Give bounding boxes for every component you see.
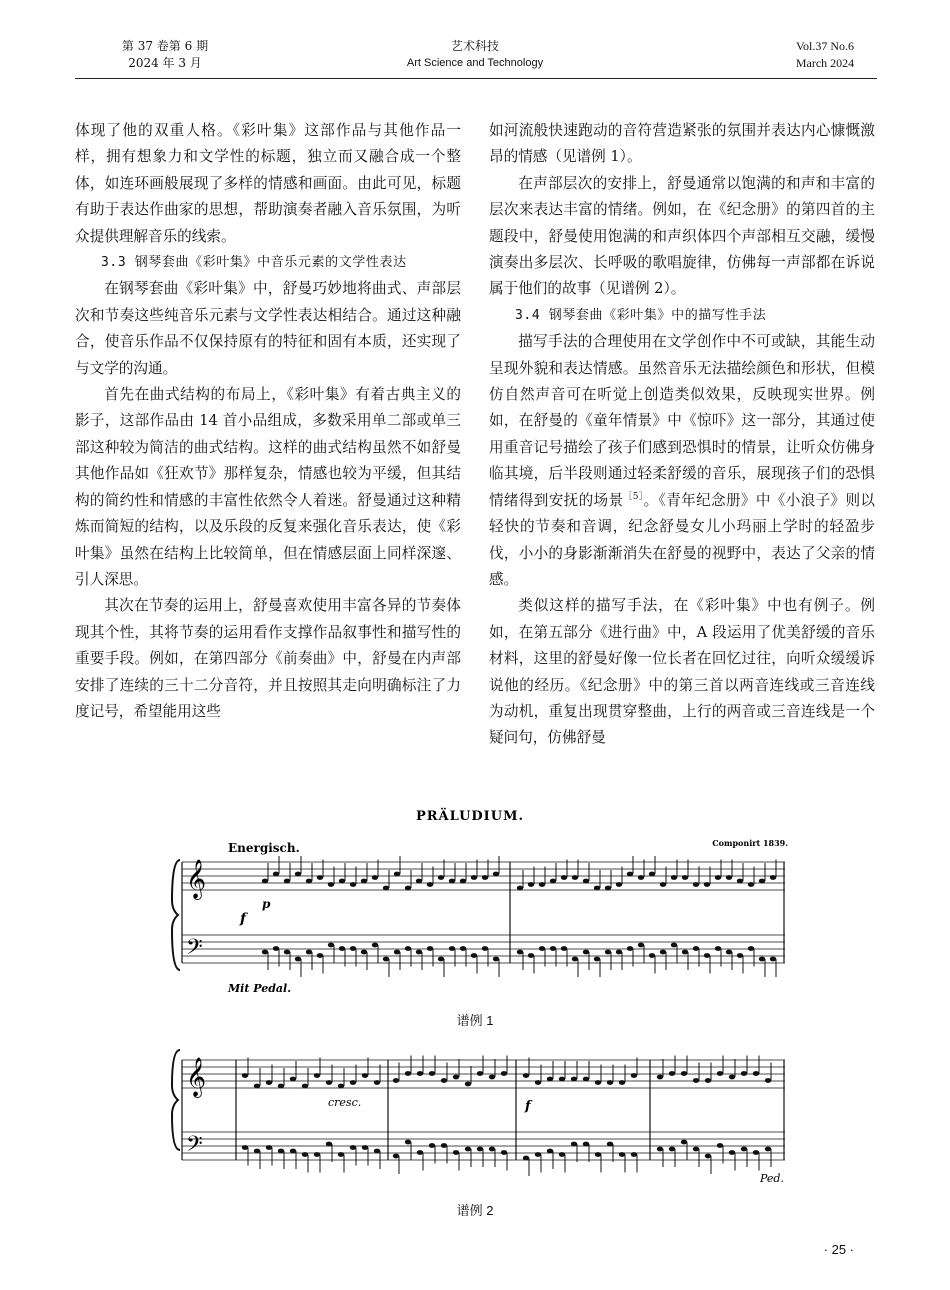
note-head xyxy=(295,872,301,877)
note-head xyxy=(339,946,345,951)
journal-issue-en xyxy=(770,38,880,72)
note-head xyxy=(693,882,699,887)
note-head xyxy=(306,950,312,955)
note-head xyxy=(326,1080,332,1085)
page-number: · 25 · xyxy=(823,1242,854,1257)
note-head xyxy=(638,875,644,880)
note-head xyxy=(559,1152,565,1157)
note-head xyxy=(266,1080,272,1085)
note-head xyxy=(328,943,334,948)
pedal-marking: Mit Pedal. xyxy=(228,982,292,995)
note-head xyxy=(501,1150,507,1155)
note-head xyxy=(759,879,765,884)
note-head xyxy=(405,946,411,951)
paragraph: 首先在曲式结构的布局上，《彩叶集》有着古典主义的影子，这部作品由 14 首小品组成，多数采用单二部或单三部这种较为简洁的曲式结构。这样的曲式结构虽然不如舒曼其他作品如《狂欢节》那样复杂，情感也较为平缓，但其结构的简约性和情感的丰富性依然令人着迷。舒曼通过这种精炼而简短的结构，以及乐段的反复来强化音乐表达，使《彩叶集》虽然在结构上比较简单，但在情感层面上同样深邃、引人深思。 xyxy=(75,386,461,588)
note-head xyxy=(547,1149,553,1154)
note-head xyxy=(429,1143,435,1148)
note-head xyxy=(372,943,378,948)
note-head xyxy=(453,1075,459,1080)
note-head xyxy=(266,1145,272,1150)
note-head xyxy=(405,1071,411,1076)
treble-clef-icon: 𝄞 xyxy=(186,859,207,899)
cresc-marking: cresc. xyxy=(328,1096,362,1109)
note-head xyxy=(393,1078,399,1083)
note-head xyxy=(539,946,545,951)
note-head xyxy=(561,946,567,951)
note-head xyxy=(429,1071,435,1076)
note-head xyxy=(438,957,444,962)
note-head xyxy=(649,872,655,877)
note-head xyxy=(441,1078,447,1083)
score-title: PRÄLUDIUM. xyxy=(415,809,525,824)
note-head xyxy=(394,872,400,877)
note-head xyxy=(631,1152,637,1157)
note-head xyxy=(427,882,433,887)
note-head xyxy=(361,950,367,955)
note-head xyxy=(273,946,279,951)
note-head xyxy=(350,1080,356,1085)
section-heading-3-3: 3.3 钢琴套曲《彩叶集》中音乐元素的文学性表达 xyxy=(101,255,407,271)
note-head xyxy=(523,1156,529,1161)
note-head xyxy=(693,1147,699,1152)
note-head xyxy=(374,1149,380,1154)
note-head xyxy=(350,882,356,887)
tempo-marking: Energisch. xyxy=(228,841,300,855)
note-head xyxy=(619,1080,625,1085)
note-head xyxy=(528,882,534,887)
issue-date: 2024 年 3 月 xyxy=(128,56,202,70)
note-head xyxy=(704,882,710,887)
bass-clef-icon: 𝄢 xyxy=(186,1132,203,1162)
paragraph: 体现了他的双重人格。《彩叶集》这部作品与其他作品一样，拥有想象力和文学性的标题，独立而又融合成一个整体，如连环画般展现了多样的情感和画面。由此可见，标题有助于表达作曲家的思想，帮助演奏者融入音乐氛围，为听众提供理解音乐的线索。 xyxy=(75,122,461,245)
note-head xyxy=(748,882,754,887)
note-head xyxy=(705,1154,711,1159)
note-head xyxy=(748,946,754,951)
note-head xyxy=(477,1071,483,1076)
note-head xyxy=(572,957,578,962)
note-head xyxy=(594,957,600,962)
note-head xyxy=(477,1147,483,1152)
note-head xyxy=(607,1080,613,1085)
note-head xyxy=(449,946,455,951)
note-head xyxy=(284,879,290,884)
note-head xyxy=(242,1073,248,1078)
note-head xyxy=(729,1150,735,1155)
note-head xyxy=(638,943,644,948)
note-head xyxy=(539,882,545,887)
note-head xyxy=(594,886,600,891)
note-head xyxy=(671,875,677,880)
note-head xyxy=(595,1080,601,1085)
note-head xyxy=(657,1075,663,1080)
paragraph: 类似这样的描写手法，在《彩叶集》中也有例子。例如，在第五部分《进行曲》中，A 段运用了优美舒缓的音乐材料，这里的舒曼好像一位长者在回忆过往，向听众缓缓诉说他的经历。《纪念册》中的第三首以两音连线或三音连线为动机，重复出现贯穿整曲，上行的两音或三音连线是一个疑问句，仿佛舒曼 xyxy=(489,597,875,747)
note-head xyxy=(717,1143,723,1148)
note-head xyxy=(631,1073,637,1078)
note-head xyxy=(326,1142,332,1147)
note-head xyxy=(550,879,556,884)
note-head xyxy=(616,950,622,955)
note-head xyxy=(328,882,334,887)
paragraph xyxy=(489,329,875,593)
note-head xyxy=(302,1084,308,1089)
issue-volume-en: Vol.37 No.6 xyxy=(795,39,855,53)
note-head xyxy=(741,1147,747,1152)
issue-date-en: March 2024 xyxy=(795,56,855,70)
note-head xyxy=(572,875,578,880)
note-head xyxy=(571,1142,577,1147)
note-head xyxy=(649,953,655,958)
caption-example-1: 谱例 1 xyxy=(456,1013,494,1028)
note-head xyxy=(383,957,389,962)
note-head xyxy=(715,875,721,880)
system-brace xyxy=(172,1050,180,1150)
note-head xyxy=(535,1152,541,1157)
paragraph: 在声部层次的安排上，舒曼通常以饱满的和声和丰富的层次来表达丰富的情绪。例如，在《纪念册》的第四首的主题段中，舒曼使用饱满的和声织体四个声部相互交融，缓慢演奏出多层次、长呼吸的歌唱旋律，仿佛每一声部都在诉说属于他们的故事（见谱例 2）。 xyxy=(489,174,875,298)
note-head xyxy=(453,1150,459,1155)
note-head xyxy=(517,950,523,955)
note-head xyxy=(489,1147,495,1152)
note-head xyxy=(362,1145,368,1150)
note-head xyxy=(383,886,389,891)
note-head xyxy=(715,946,721,951)
note-head xyxy=(317,875,323,880)
header-rule xyxy=(75,78,877,79)
note-head xyxy=(489,1075,495,1080)
note-head xyxy=(471,875,477,880)
note-head xyxy=(704,953,710,958)
note-head xyxy=(242,1145,248,1150)
note-head xyxy=(460,946,466,951)
note-head xyxy=(441,1143,447,1148)
paragraph: 如河流般快速跑动的音符营造紧张的氛围并表达内心慷慨激昂的情感（见谱例 1）。 xyxy=(489,122,875,166)
journal-issue xyxy=(100,38,230,72)
note-head xyxy=(737,879,743,884)
note-head xyxy=(583,879,589,884)
note-head xyxy=(583,1142,589,1147)
note-head xyxy=(607,1142,613,1147)
note-head xyxy=(705,1078,711,1083)
note-head xyxy=(660,882,666,887)
note-head xyxy=(482,875,488,880)
note-head xyxy=(741,1071,747,1076)
note-head xyxy=(438,875,444,880)
note-head xyxy=(372,875,378,880)
note-head xyxy=(583,1077,589,1082)
treble-clef-icon: 𝄞 xyxy=(186,1057,207,1097)
note-head xyxy=(339,879,345,884)
note-head xyxy=(547,1077,553,1082)
note-head xyxy=(254,1149,260,1154)
note-head xyxy=(669,1147,675,1152)
note-head xyxy=(619,1152,625,1157)
note-head xyxy=(290,1077,296,1082)
composition-date: Componirt 1839. xyxy=(712,838,788,848)
left-column xyxy=(75,118,461,725)
note-head xyxy=(295,957,301,962)
note-head xyxy=(405,886,411,891)
note-head xyxy=(460,879,466,884)
note-head xyxy=(374,1080,380,1085)
note-head xyxy=(559,1077,565,1082)
note-head xyxy=(726,875,732,880)
issue-volume: 第 37 卷第 6 期 xyxy=(121,39,209,53)
note-head xyxy=(682,950,688,955)
note-head xyxy=(726,950,732,955)
note-head xyxy=(393,1154,399,1159)
note-head xyxy=(449,879,455,884)
note-head xyxy=(681,1071,687,1076)
note-head xyxy=(523,1073,529,1078)
note-head xyxy=(753,1071,759,1076)
journal-title-en: Art Science and Technology xyxy=(406,57,544,69)
note-head xyxy=(416,950,422,955)
note-head xyxy=(765,1078,771,1083)
note-head xyxy=(571,1077,577,1082)
dynamic-piano: p xyxy=(262,897,271,911)
caption-example-2: 谱例 2 xyxy=(456,1203,494,1218)
note-head xyxy=(517,886,523,891)
section-heading-3-4: 3.4 钢琴套曲《彩叶集》中的描写性手法 xyxy=(515,307,767,323)
note-head xyxy=(417,1071,423,1076)
note-clusters xyxy=(262,856,776,977)
journal-title xyxy=(375,38,575,72)
score-example-2 xyxy=(170,1040,790,1190)
score-example-1 xyxy=(170,800,790,1005)
note-head xyxy=(317,953,323,958)
note-head xyxy=(350,1145,356,1150)
note-head xyxy=(660,950,666,955)
note-head xyxy=(314,1152,320,1157)
note-clusters xyxy=(242,1056,771,1177)
note-head xyxy=(302,1152,308,1157)
note-head xyxy=(273,872,279,877)
right-column xyxy=(489,118,875,752)
note-head xyxy=(528,953,534,958)
note-head xyxy=(657,1147,663,1152)
note-head xyxy=(595,1152,601,1157)
note-head xyxy=(394,950,400,955)
note-head xyxy=(583,950,589,955)
note-head xyxy=(362,1073,368,1078)
note-head xyxy=(759,957,765,962)
note-head xyxy=(290,1149,296,1154)
note-head xyxy=(501,1071,507,1076)
note-head xyxy=(770,875,776,880)
bass-clef-icon: 𝄢 xyxy=(186,935,203,965)
note-head xyxy=(278,1084,284,1089)
note-head xyxy=(693,1078,699,1083)
note-head xyxy=(314,1073,320,1078)
paragraph-text: 描写手法的合理使用在文学创作中不可或缺，其能生动呈现外貌和表达情感。虽然音乐无法描绘颜色和形状，但模仿自然声音可在听觉上创造类似效果，反映现实世界。例如，在舒曼的《童年情景》中《惊吓》这一部分，其通过使用重音记号描绘了孩子们感到恐惧时的情景，让听众仿佛身临其境，后半段则通过轻柔舒缓的音乐，展现孩子们的恐惧情绪得到安抚的场景 xyxy=(489,333,875,509)
note-head xyxy=(482,946,488,951)
note-head xyxy=(693,946,699,951)
note-head xyxy=(717,1071,723,1076)
note-head xyxy=(737,953,743,958)
note-head xyxy=(671,943,677,948)
note-head xyxy=(278,1149,284,1154)
system-brace xyxy=(172,860,180,970)
paragraph: 其次在节奏的运用上，舒曼喜欢使用丰富各异的节奏体现其个性，其将节奏的运用看作支撑作品叙事性和描写性的重要手段。例如，在第四部分《前奏曲》中，舒曼在内声部安排了连续的三十二分音符，并且按照其走向明确标注了力度记号，希望能用这些 xyxy=(75,597,461,720)
note-head xyxy=(493,957,499,962)
note-head xyxy=(681,1140,687,1145)
note-head xyxy=(627,872,633,877)
note-head xyxy=(627,946,633,951)
note-head xyxy=(682,875,688,880)
dynamic-forte: f xyxy=(525,1099,531,1114)
note-head xyxy=(605,950,611,955)
note-head xyxy=(416,879,422,884)
note-head xyxy=(262,879,268,884)
journal-title-cn: 艺术科技 xyxy=(450,39,499,53)
note-head xyxy=(405,1140,411,1145)
note-head xyxy=(262,950,268,955)
note-head xyxy=(361,879,367,884)
note-head xyxy=(669,1071,675,1076)
note-head xyxy=(465,1082,471,1087)
pedal-marking: Ped. xyxy=(760,1172,784,1185)
note-head xyxy=(338,1152,344,1157)
note-head xyxy=(493,872,499,877)
note-head xyxy=(471,953,477,958)
note-head xyxy=(427,946,433,951)
note-head xyxy=(770,957,776,962)
paragraph-text: 。《青年纪念册》中《小浪子》则以轻快的节奏和音调，纪念舒曼女儿小玛丽上学时的轻盈步伐，小小的身影渐渐消失在舒曼的视野中，表达了父亲的情感。 xyxy=(489,491,875,588)
note-head xyxy=(550,946,556,951)
note-head xyxy=(561,875,567,880)
note-head xyxy=(535,1080,541,1085)
note-head xyxy=(338,1084,344,1089)
dynamic-forte: f xyxy=(240,911,247,927)
citation: ［5］ xyxy=(623,491,644,502)
note-head xyxy=(350,946,356,951)
note-head xyxy=(306,879,312,884)
note-head xyxy=(765,1147,771,1152)
note-head xyxy=(417,1150,423,1155)
paragraph: 在钢琴套曲《彩叶集》中，舒曼巧妙地将曲式、声部层次和节奏这些纯音乐元素与文学性表达相结合。通过这种融合，使音乐作品不仅保持原有的特征和固有本质，还实现了与文学的沟通。 xyxy=(75,280,461,377)
note-head xyxy=(254,1084,260,1089)
note-head xyxy=(284,950,290,955)
note-head xyxy=(729,1075,735,1080)
note-head xyxy=(616,882,622,887)
note-head xyxy=(465,1147,471,1152)
note-head xyxy=(753,1150,759,1155)
note-head xyxy=(605,886,611,891)
